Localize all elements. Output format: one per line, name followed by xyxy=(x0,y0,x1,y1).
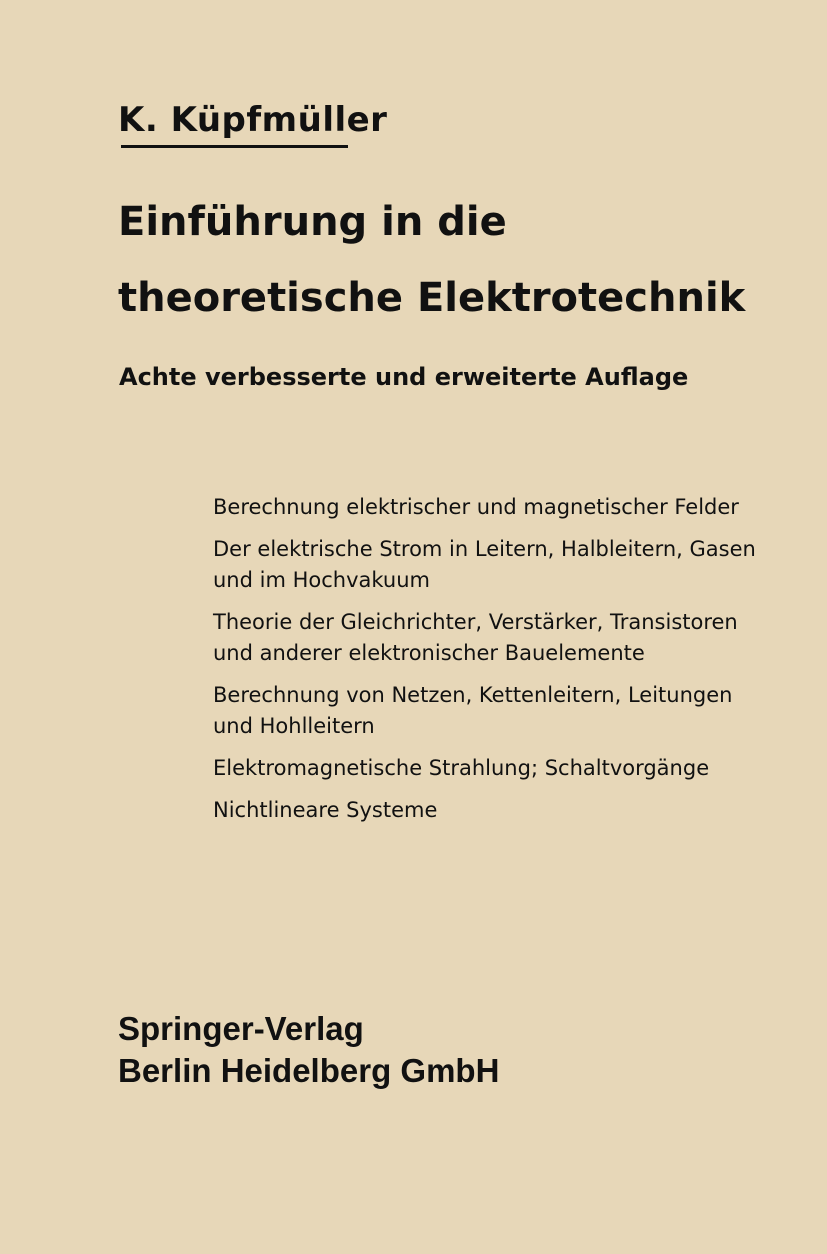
topic-item xyxy=(213,680,813,742)
author-underline xyxy=(121,145,348,148)
topic-line: Elektromagnetische Strahlung; Schaltvorgänge xyxy=(213,756,710,780)
topic-line: Berechnung elektrischer und magnetischer Felder xyxy=(213,495,739,519)
topic-list xyxy=(213,492,813,837)
topic-item xyxy=(213,753,813,784)
title-line-1: Einführung in die xyxy=(118,199,507,245)
book-title xyxy=(118,184,745,336)
topic-item xyxy=(213,795,813,826)
topic-line: und anderer elektronischer Bauelemente xyxy=(213,641,645,665)
topic-line: Berechnung von Netzen, Kettenleitern, Leitungen xyxy=(213,683,733,707)
topic-line: Der elektrische Strom in Leitern, Halbleitern, Gasen xyxy=(213,537,756,561)
author-name: K. Küpfmüller xyxy=(118,100,388,140)
edition-note: Achte verbesserte und erweiterte Auflage xyxy=(119,363,689,391)
publisher-location: Berlin Heidelberg GmbH xyxy=(118,1052,500,1089)
topic-item xyxy=(213,492,813,523)
topic-line: Theorie der Gleichrichter, Verstärker, Transistoren xyxy=(213,610,738,634)
publisher-imprint xyxy=(118,1008,499,1092)
topic-item xyxy=(213,607,813,669)
topic-line: Nichtlineare Systeme xyxy=(213,798,438,822)
topic-line: und Hohlleitern xyxy=(213,714,375,738)
publisher-name: Springer-Verlag xyxy=(118,1010,364,1047)
title-line-2: theoretische Elektrotechnik xyxy=(118,275,746,321)
topic-item xyxy=(213,534,813,596)
topic-line: und im Hochvakuum xyxy=(213,568,430,592)
